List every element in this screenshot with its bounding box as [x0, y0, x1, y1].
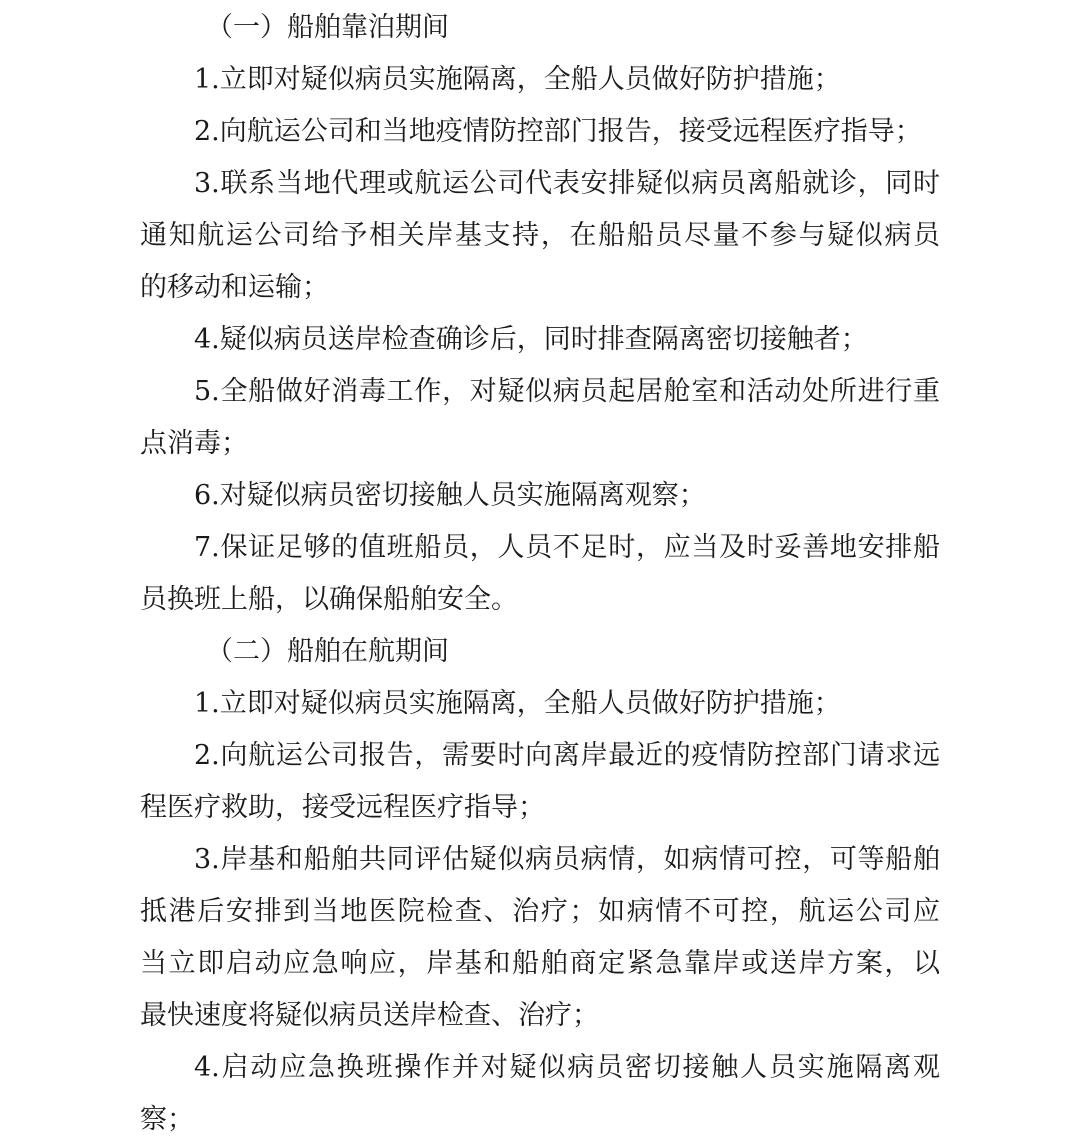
paragraph-line: 5.全船做好消毒工作，对疑似病员起居舱室和活动处所进行重: [194, 376, 940, 407]
paragraph-line: 7.保证足够的值班船员，人员不足时，应当及时妥善地安排船: [194, 532, 940, 563]
paragraph-line: 员换班上船，以确保船舶安全。: [140, 584, 518, 615]
paragraph-line: 1.立即对疑似病员实施隔离，全船人员做好防护措施；: [194, 64, 841, 95]
paragraph-line: 3.联系当地代理或航运公司代表安排疑似病员离船就诊，同时: [194, 168, 940, 199]
document-body: [140, 0, 940, 1146]
paragraph-line: 程医疗救助，接受远程医疗指导；: [140, 792, 545, 823]
paragraph-line: 当立即启动应急响应，岸基和船舶商定紧急靠岸或送岸方案，以: [140, 948, 940, 979]
paragraph-line: 2.向航运公司和当地疫情防控部门报告，接受远程医疗指导；: [194, 116, 922, 147]
paragraph-line: 1.立即对疑似病员实施隔离，全船人员做好防护措施；: [194, 688, 841, 719]
section-heading-berthing: （一）船舶靠泊期间: [206, 12, 449, 43]
paragraph-line: 6.对疑似病员密切接触人员实施隔离观察；: [194, 480, 706, 511]
paragraph-line: 抵港后安排到当地医院检查、治疗；如病情不可控，航运公司应: [140, 896, 940, 927]
paragraph-line: 点消毒；: [140, 428, 248, 459]
paragraph-line: 3.岸基和船舶共同评估疑似病员病情，如病情可控，可等船舶: [194, 844, 940, 875]
paragraph-line: 察；: [140, 1104, 194, 1135]
paragraph-line: 2.向航运公司报告，需要时向离岸最近的疫情防控部门请求远: [194, 740, 940, 771]
paragraph-line: 的移动和运输；: [140, 272, 329, 303]
paragraph-line: 最快速度将疑似病员送岸检查、治疗；: [140, 1000, 599, 1031]
paragraph-line: 通知航运公司给予相关岸基支持，在船船员尽量不参与疑似病员: [140, 220, 940, 251]
paragraph-line: 4.疑似病员送岸检查确诊后，同时排查隔离密切接触者；: [194, 324, 868, 355]
section-heading-underway: （二）船舶在航期间: [206, 636, 449, 667]
paragraph-line: 4.启动应急换班操作并对疑似病员密切接触人员实施隔离观: [194, 1052, 940, 1083]
